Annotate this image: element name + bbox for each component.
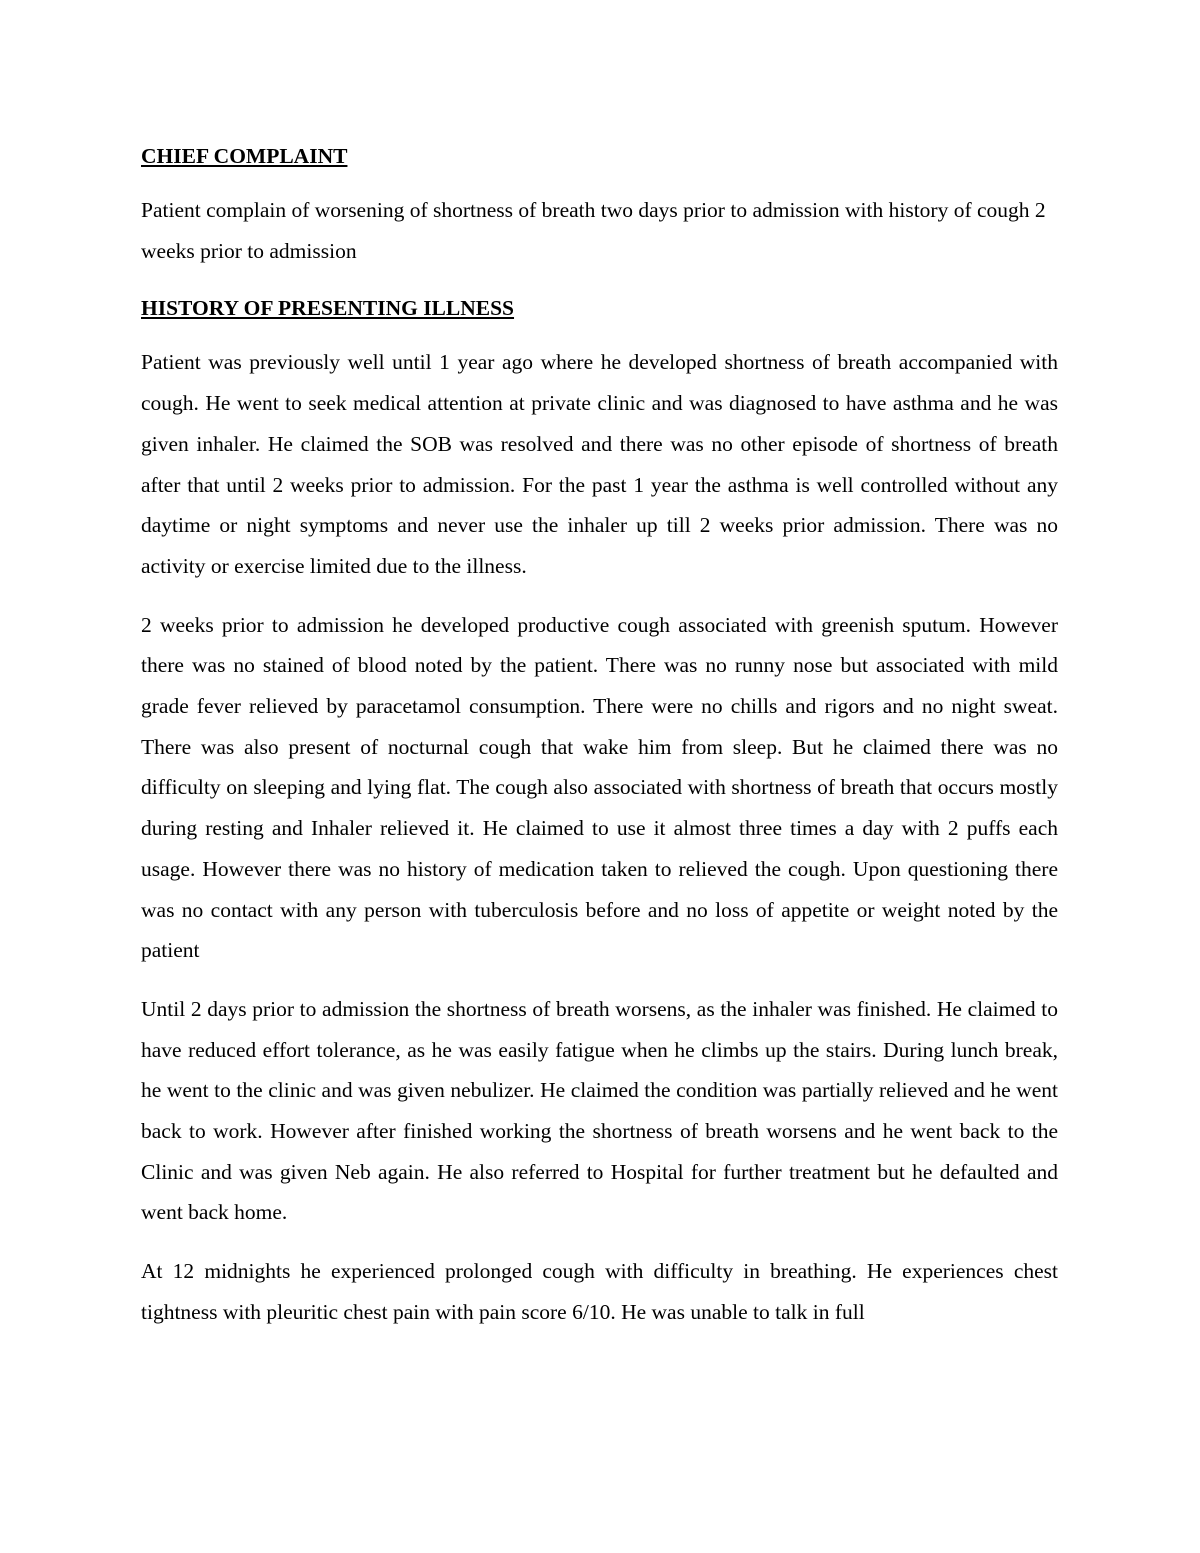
section-heading-chief-complaint: CHIEF COMPLAINT — [141, 144, 348, 168]
chief-complaint-paragraph: Patient complain of worsening of shortness of breath two days prior to admission with history of cough 2 weeks prior to admission — [141, 198, 1046, 263]
hpi-paragraph-2: 2 weeks prior to admission he developed productive cough associated with greenish sputum. However there was no stained of blood noted by the patient. There was no runny nose but associated with mild grade fever relieved by paracetamol consumption. There were no chills and rigors and no night sweat. There was also present of nocturnal cough that wake him from sleep. But he claimed there was no difficulty on sleeping and lying flat. The cough also associated with shortness of breath that occurs mostly during resting and Inhaler relieved it. He claimed to use it almost three times a day with 2 puffs each usage. However there was no history of medication taken to relieved the cough. Upon questioning there was no contact with any person with tuberculosis before and no loss of appetite or weight noted by the patient — [141, 612, 1058, 963]
section-heading-history-of-presenting-illness: HISTORY OF PRESENTING ILLNESS — [141, 296, 515, 321]
hpi-paragraph-3: Until 2 days prior to admission the shortness of breath worsens, as the inhaler was finished. He claimed to have reduced effort tolerance, as he was easily fatigue when he climbs up the stairs. During lunch break, he went to the clinic and was given nebulizer. He claimed the condition was partially relieved and he went back to work. However after finished working the shortness of breath worsens and he went back to the Clinic and was given Neb again. He also referred to Hospital for further treatment but he defaulted and went back home. — [141, 996, 1058, 1225]
hpi-paragraph-1: Patient was previously well until 1 year ago where he developed shortness of breath accompanied with cough. He went to seek medical attention at private clinic and was diagnosed to have asthma and he was given inhaler. He claimed the SOB was resolved and there was no other episode of shortness of breath after that until 2 weeks prior to admission. For the past 1 year the asthma is well controlled without any daytime or night symptoms and never use the inhaler up till 2 weeks prior admission. There was no activity or exercise limited due to the illness. — [141, 350, 1058, 578]
document-body — [141, 141, 1058, 1333]
hpi-paragraph-4: At 12 midnights he experienced prolonged cough with difficulty in breathing. He experiences chest tightness with pleuritic chest pain with pain score 6/10. He was unable to talk in full — [141, 1259, 1058, 1324]
